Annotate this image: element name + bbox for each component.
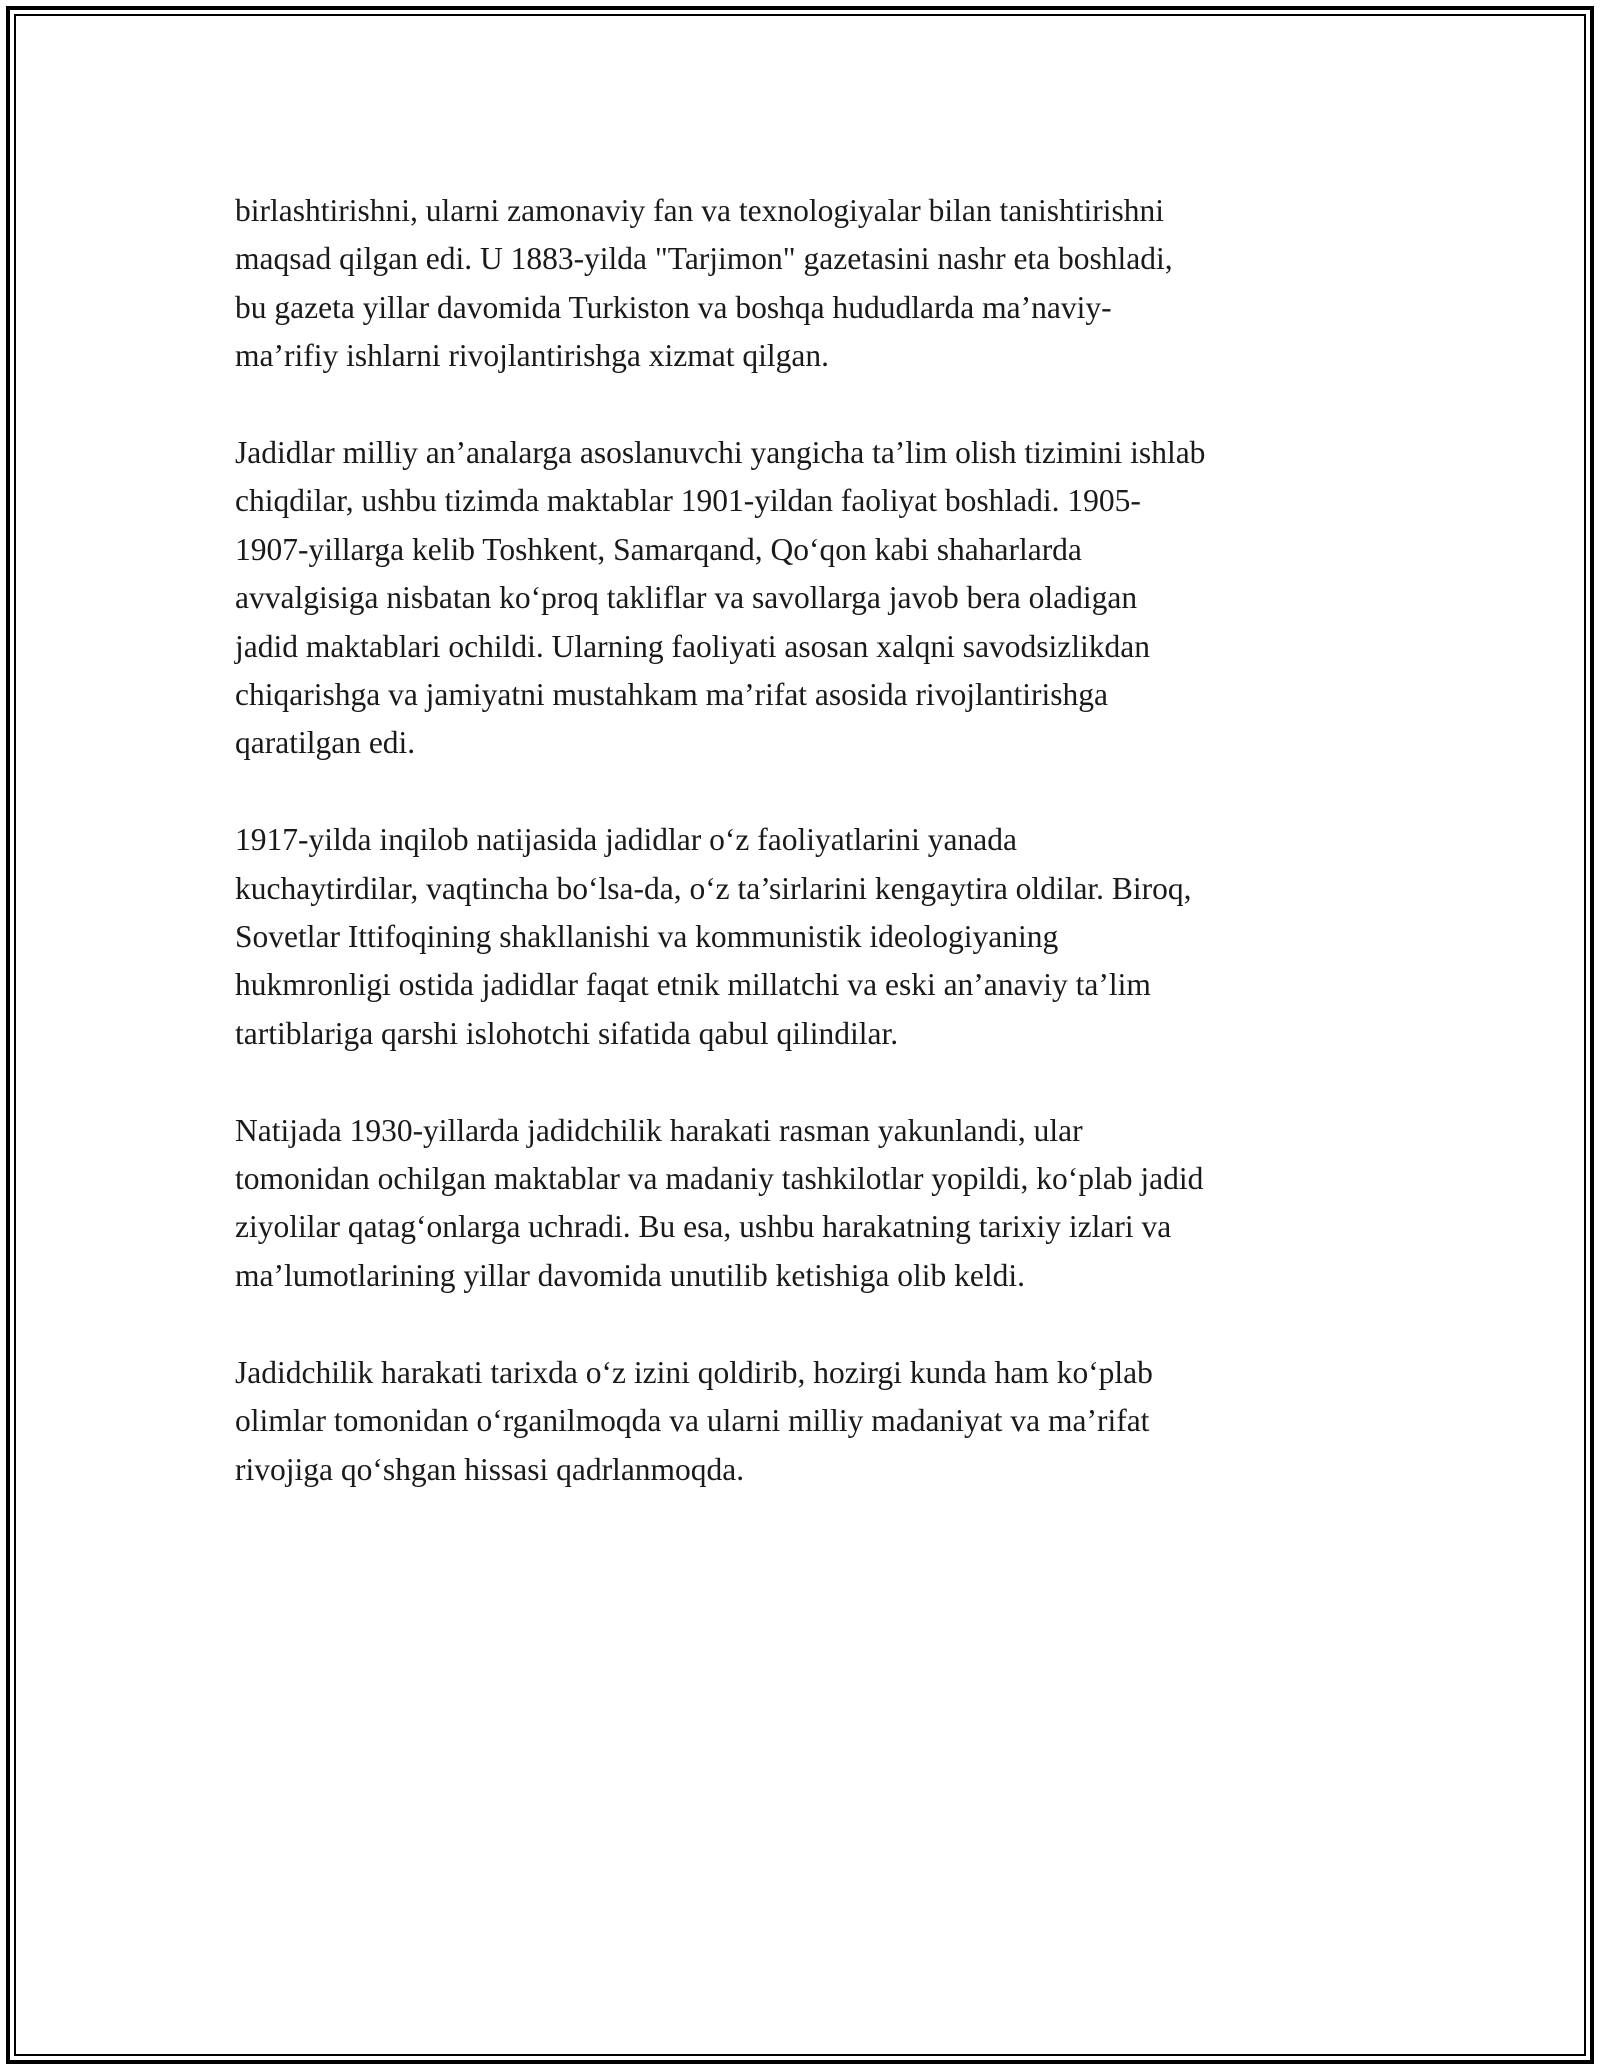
text-line: qaratilgan edi. bbox=[235, 725, 416, 761]
paragraph-revolution-1917 bbox=[235, 816, 1375, 1058]
text-line: chiqarishga va jamiyatni mustahkam ma’rifat asosida rivojlantirishga bbox=[235, 677, 1109, 713]
document-body bbox=[235, 187, 1375, 1542]
paragraph-tarjimon bbox=[235, 187, 1375, 381]
text-line: Jadidchilik harakati tarixda o‘z izini qoldirib, hozirgi kunda ham ko‘plab bbox=[235, 1354, 1153, 1390]
text-line: ziyolilar qatag‘onlarga uchradi. Bu esa, ushbu harakatning tarixiy izlari va bbox=[235, 1209, 1172, 1245]
text-line: avvalgisiga nisbatan ko‘proq takliflar va savollarga javob bera oladigan bbox=[235, 580, 1138, 616]
text-line: olimlar tomonidan o‘rganilmoqda va ularni milliy madaniyat va ma’rifat bbox=[235, 1403, 1150, 1439]
paragraph-1930s bbox=[235, 1107, 1375, 1301]
text-line: maqsad qilgan edi. U 1883-yilda "Tarjimon" gazetasini nashr eta boshladi, bbox=[235, 241, 1173, 277]
text-line: chiqdilar, ushbu tizimda maktablar 1901-yildan faoliyat boshladi. 1905- bbox=[235, 483, 1141, 519]
text-line: 1907-yillarga kelib Toshkent, Samarqand, Qo‘qon kabi shaharlarda bbox=[235, 531, 1082, 567]
text-line: tomonidan ochilgan maktablar va madaniy tashkilotlar yopildi, ko‘plab jadid bbox=[235, 1161, 1204, 1197]
text-line: hukmronligi ostida jadidlar faqat etnik millatchi va eski an’anaviy ta’lim bbox=[235, 967, 1151, 1003]
paragraph-jadid-schools bbox=[235, 429, 1375, 768]
paragraph-legacy bbox=[235, 1349, 1375, 1494]
text-line: tartiblariga qarshi islohotchi sifatida qabul qilindilar. bbox=[235, 1015, 899, 1051]
text-line: kuchaytirdilar, vaqtincha bo‘lsa-da, o‘z ta’sirlarini kengaytira oldilar. Biroq, bbox=[235, 870, 1192, 906]
text-line: bu gazeta yillar davomida Turkiston va boshqa hududlarda ma’naviy- bbox=[235, 289, 1112, 325]
text-line: rivojiga qo‘shgan hissasi qadrlanmoqda. bbox=[235, 1451, 745, 1487]
text-line: Sovetlar Ittifoqining shakllanishi va kommunistik ideologiyaning bbox=[235, 919, 1059, 955]
text-line: Jadidlar milliy an’analarga asoslanuvchi yangicha ta’lim olish tizimini ishlab bbox=[235, 435, 1206, 471]
text-line: ma’lumotlarining yillar davomida unutilib ketishiga olib keldi. bbox=[235, 1257, 1025, 1293]
text-line: ma’rifiy ishlarni rivojlantirishga xizmat qilgan. bbox=[235, 338, 829, 374]
text-line: Natijada 1930-yillarda jadidchilik harakati rasman yakunlandi, ular bbox=[235, 1112, 1083, 1148]
text-line: birlashtirishni, ularni zamonaviy fan va texnologiyalar bilan tanishtirishni bbox=[235, 193, 1165, 228]
text-line: jadid maktablari ochildi. Ularning faoliyati asosan xalqni savodsizlikdan bbox=[235, 628, 1151, 664]
text-line: 1917-yilda inqilob natijasida jadidlar o‘z faoliyatlarini yanada bbox=[235, 822, 1017, 858]
